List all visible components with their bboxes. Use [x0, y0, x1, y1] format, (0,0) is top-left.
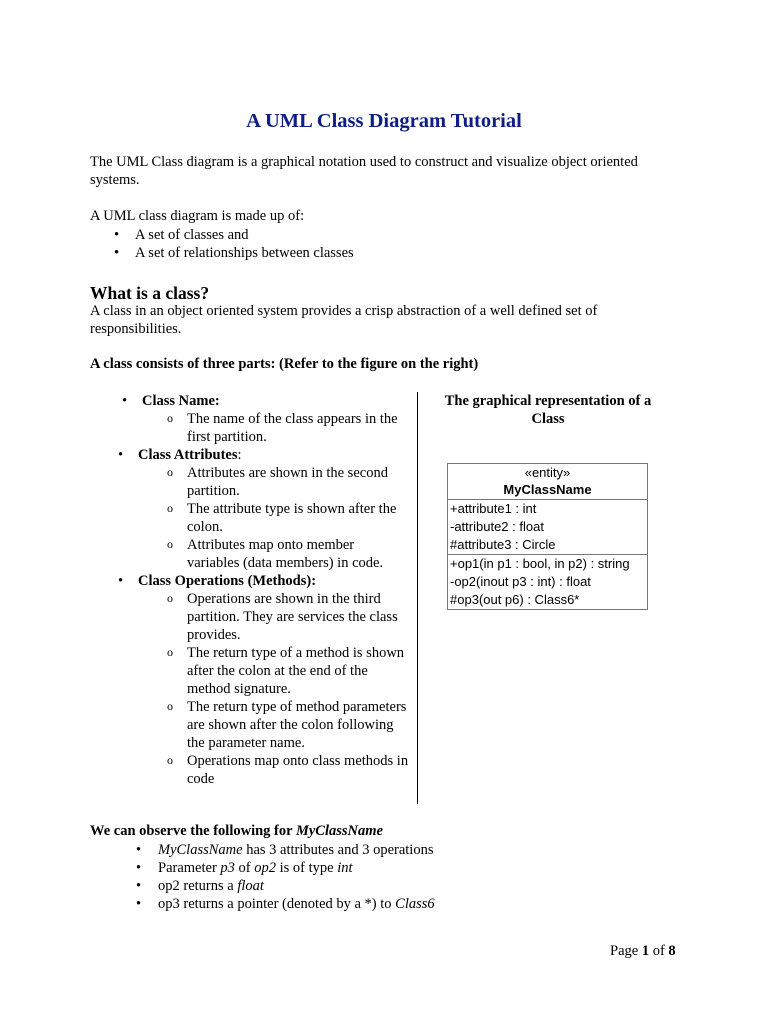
- uml-class-name: MyClassName: [503, 482, 592, 497]
- text: op2 returns a: [158, 878, 238, 894]
- figure-title: The graphical representation of a Class: [444, 393, 652, 427]
- observe-list: [90, 841, 435, 913]
- made-up-of-label: A UML class diagram is made up of:: [90, 208, 305, 224]
- class-name-label: Class Name:: [142, 393, 220, 409]
- list-item: o The return type of a method is shown after the colon at the end of the method signature.: [142, 644, 410, 698]
- list-item: o The attribute type is shown after the colon.: [142, 500, 410, 536]
- text: Parameter: [158, 860, 221, 876]
- section-paragraph: A class in an object oriented system provides a crisp abstraction of a well defined set of responsibilities.: [90, 303, 598, 337]
- uml-attribute: +attribute1 : int: [450, 501, 537, 516]
- class-ref: Class6: [395, 896, 435, 912]
- text: op3 returns a pointer (denoted by a *) to: [158, 896, 396, 912]
- text: has 3 attributes and 3 operations: [242, 842, 434, 858]
- parts-heading: A class consists of three parts: (Refer to the figure on the right): [90, 356, 479, 372]
- param-ref: p3: [220, 860, 235, 876]
- class-operations-label: Class Operations (Methods):: [138, 573, 317, 589]
- class-name-item: [90, 392, 410, 446]
- intro-paragraph: The UML Class diagram is a graphical notation used to construct and visualize object oriented systems.: [90, 154, 638, 188]
- colon: :: [237, 447, 242, 463]
- document-title: A UML Class Diagram Tutorial: [246, 110, 522, 132]
- column-divider: [417, 392, 418, 804]
- page-label: Page: [610, 943, 642, 959]
- type-ref: float: [237, 878, 264, 894]
- list-item: o The name of the class appears in the first partition.: [142, 410, 410, 446]
- observe-heading-class: MyClassName: [295, 823, 383, 839]
- class-attributes-item: [86, 446, 410, 572]
- made-up-list: [90, 226, 354, 262]
- section-heading: What is a class?: [90, 283, 210, 303]
- uml-attribute: -attribute2 : float: [450, 519, 544, 534]
- uml-operation: #op3(out p6) : Class6*: [450, 592, 580, 607]
- class-ref: MyClassName: [158, 842, 243, 858]
- page-current: 1: [641, 943, 650, 959]
- class-operations-item: [86, 572, 410, 788]
- uml-operations-section: [448, 554, 647, 609]
- observe-heading-text: We can observe the following for: [90, 823, 296, 839]
- list-item: [90, 859, 435, 877]
- page-number: [610, 942, 676, 960]
- text: of: [234, 860, 255, 876]
- list-item: o The return type of method parameters are shown after the colon following the parameter name.: [142, 698, 410, 752]
- op-ref: op2: [254, 860, 276, 876]
- list-item: o Attributes are shown in the second partition.: [142, 464, 410, 500]
- observe-heading: [90, 822, 383, 840]
- uml-operation: +op1(in p1 : bool, in p2) : string: [450, 556, 630, 571]
- list-item: [90, 877, 435, 895]
- class-attributes-label: Class Attributes: [138, 447, 238, 463]
- list-item: o Operations are shown in the third partition. They are services the class provides.: [142, 590, 410, 644]
- list-item: • A set of classes and: [90, 226, 354, 244]
- uml-class-box: [447, 463, 648, 610]
- list-item: • A set of relationships between classes: [90, 244, 354, 262]
- page-of: of: [649, 943, 669, 959]
- list-item: [90, 841, 435, 859]
- text: is of type: [276, 860, 338, 876]
- class-parts-column: [90, 392, 410, 788]
- list-item: [90, 895, 435, 913]
- type-ref: int: [337, 860, 353, 876]
- page-total: 8: [668, 943, 676, 959]
- uml-stereotype: «entity»: [524, 465, 571, 480]
- list-item: o Operations map onto class methods in code: [142, 752, 410, 788]
- uml-operation: -op2(inout p3 : int) : float: [450, 574, 591, 589]
- list-item: o Attributes map onto member variables (data members) in code.: [142, 536, 410, 572]
- uml-attributes-section: [448, 499, 647, 554]
- uml-attribute: #attribute3 : Circle: [450, 537, 556, 552]
